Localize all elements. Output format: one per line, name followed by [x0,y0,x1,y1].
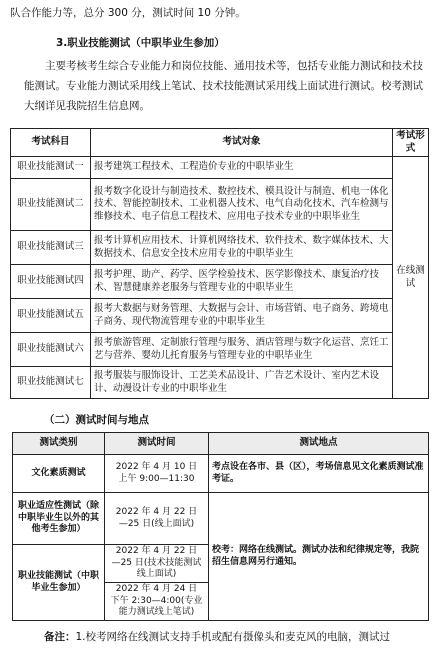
culture-category: 文化素质测试 [13,455,105,493]
table1-form: 在线测试 [393,157,429,399]
table2-header-time: 测试时间 [105,433,209,455]
table1-header-form: 考试形式 [393,129,429,157]
table1-subject: 职业技能测试一 [11,157,91,179]
note-text: 1.校考网络在线测试支持手机或配有摄像头和麦克风的电脑，测试过 [75,631,391,643]
intro-line: 队合作能力等，总分 300 分，测试时间 10 分钟。 [10,7,246,19]
table1-header-subject: 考试科目 [11,129,91,157]
skill-time-1: 2022 年 4 月 22 日 —25 日(技术技能测试线上面试) [105,545,209,583]
section3-heading: 3.职业技能测试（中职毕业生参加） [56,37,225,49]
skill-category: 职业技能测试（中职毕业生参加） [13,545,105,621]
online-place: 校考：网络在线测试。测试办法和纪律规定等，我院招生信息网另行通知。 [209,493,429,621]
skill-time-2: 2022 年 4 月 24 日 下午 2:30—4:00(专业能力测试线上笔试) [105,583,209,621]
table1-target: 报考服装与服饰设计、工艺美术品设计、广告艺术设计、室内艺术设计、动漫设计专业的中职毕业生 [91,367,393,399]
table1-target: 报考建筑工程技术、工程造价专业的中职毕业生 [91,157,393,179]
section2-heading: （二）测试时间与地点 [44,414,149,426]
section3-paragraph: 主要考核考生综合专业能力和岗位技能、通用技术等，包括专业能力测试和技术技能测试。专业能力测试采用线上笔试、技术技能测试采用线上面试进行测试。校考测试大纲详见我院招生信息网。 [24,60,423,112]
table1-target: 报考护理、助产、药学、医学检验技术、医学影像技术、康复治疗技术、智慧健康养老服务与管理专业的中职毕业生 [91,265,393,299]
table1-header-target: 考试对象 [91,129,393,157]
table1-subject: 职业技能测试三 [11,231,91,265]
table1-subject: 职业技能测试七 [11,367,91,399]
aptitude-time: 2022 年 4 月 22 日 —25 日(线上面试) [105,493,209,545]
skill-test-table [10,128,429,399]
table1-target: 报考旅游管理、定制旅行管理与服务、酒店管理与数字化运营、烹饪工艺与营养、婴幼儿托育服务与管理专业的中职毕业生 [91,333,393,367]
table2-header-place: 测试地点 [209,433,429,455]
table1-target: 报考计算机应用技术、计算机网络技术、软件技术、数字媒体技术、大数据技术、信息安全技术应用专业的中职毕业生 [91,231,393,265]
table2-header-category: 测试类别 [13,433,105,455]
note-label: 备注： [44,631,76,643]
table1-target: 报考数字化设计与制造技术、数控技术、模具设计与制造、机电一体化技术、智能控制技术、工业机器人技术、电气自动化技术、汽车检测与维修技术、电子信息工程技术、应用电子技术专业的中职毕业生 [91,179,393,231]
table1-subject: 职业技能测试四 [11,265,91,299]
note [44,630,434,644]
table1-target: 报考大数据与财务管理、大数据与会计、市场营销、电子商务、跨境电子商务、现代物流管理专业的中职毕业生 [91,299,393,333]
culture-place: 考点设在各市、县（区），考场信息见文化素质测试准考证。 [209,455,429,493]
table1-subject: 职业技能测试六 [11,333,91,367]
schedule-table [12,432,429,621]
culture-time: 2022 年 4 月 10 日 上午 9:00—11:30 [105,455,209,493]
table1-subject: 职业技能测试五 [11,299,91,333]
aptitude-category: 职业适应性测试（除中职毕业生以外的其他考生参加） [13,493,105,545]
table1-subject: 职业技能测试二 [11,179,91,231]
